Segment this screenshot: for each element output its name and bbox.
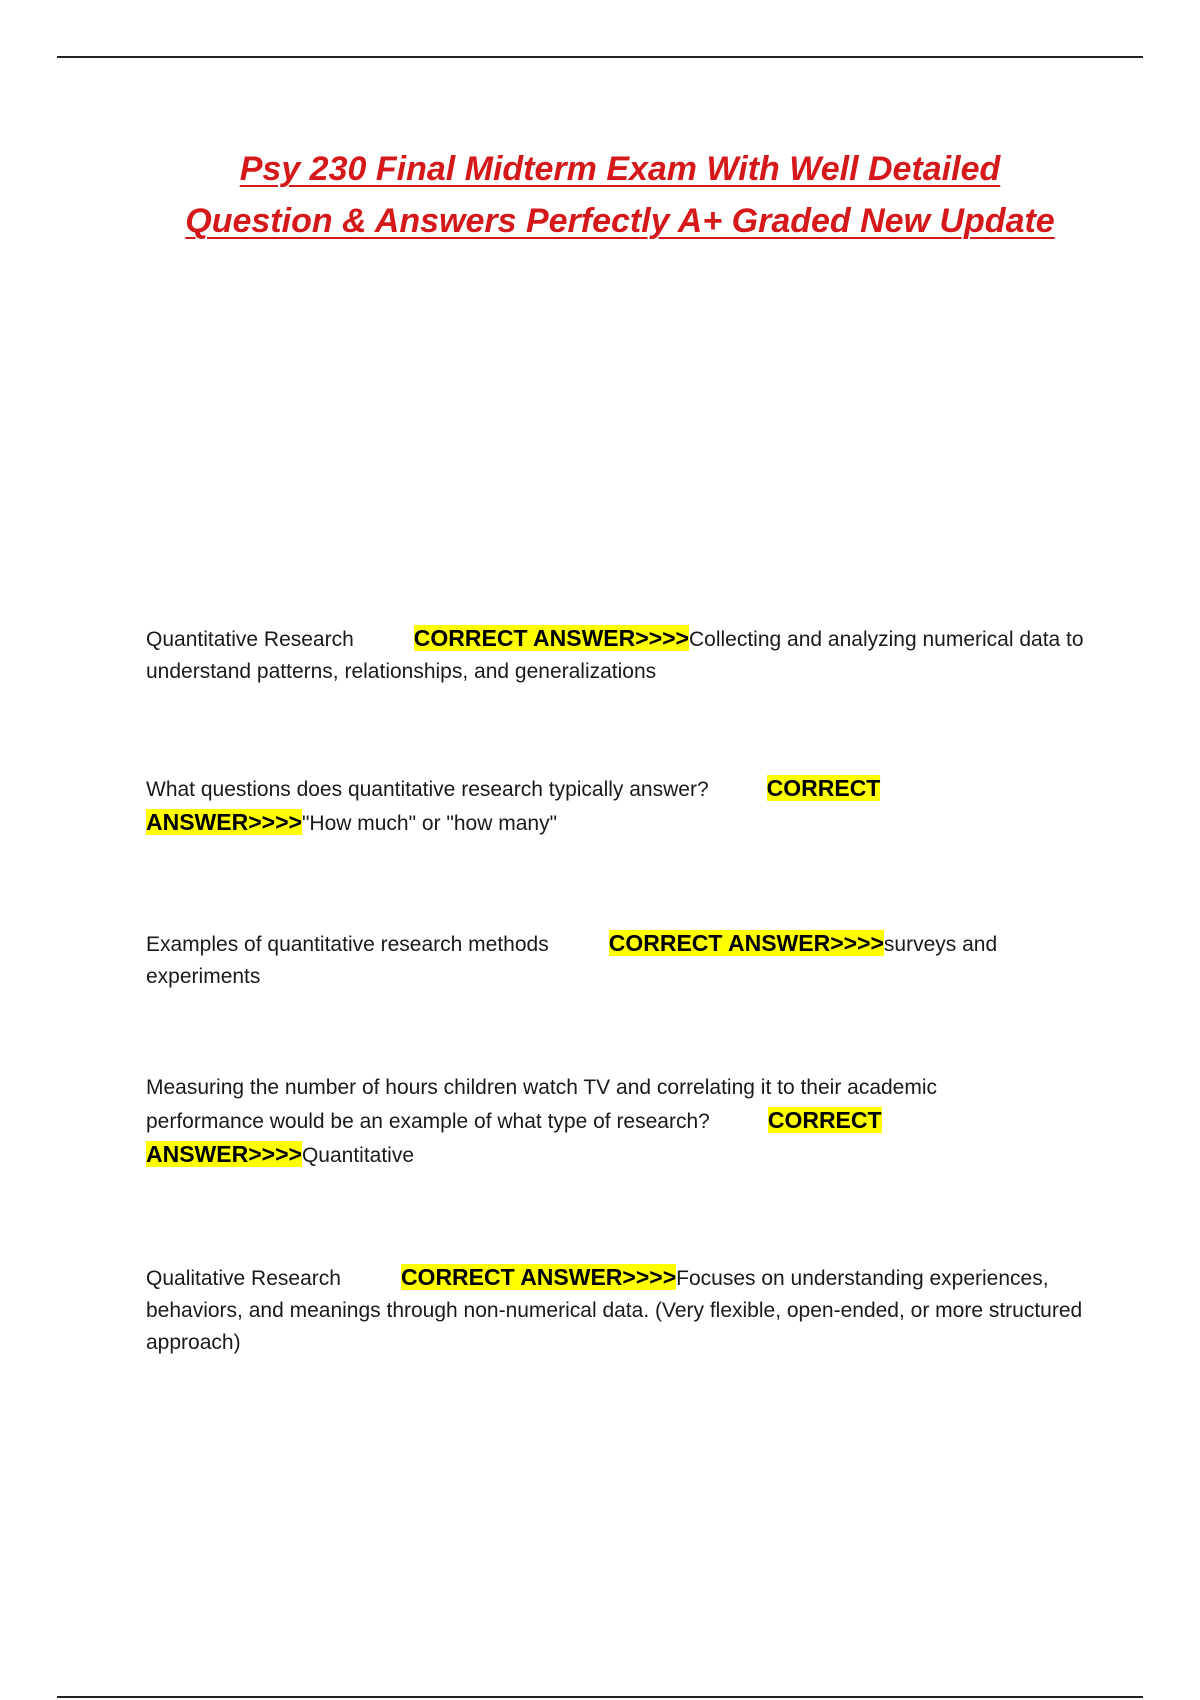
qa-item [146,622,1096,688]
correct-answer-tag-word-2: ANSWER>>>> [146,809,302,835]
question-text: Measuring the number of hours children watch TV and correlating it to their academic performance would be an example of what type of research? [146,1076,938,1133]
correct-answer-tag: CORRECT ANSWER>>>> [608,930,884,956]
correct-answer-tag-word-1: CORRECT [766,775,881,801]
document-title [0,143,1200,247]
question-text: What questions does quantitative research typically answer? [146,778,709,801]
qa-item [146,927,1046,993]
question-text: Qualitative Research [146,1267,341,1290]
question-text: Quantitative Research [146,628,354,651]
qa-item [146,1261,1096,1359]
answer-text: Collecting and analyzing numerical data to understand patterns, relationships, and generalizations [146,628,1084,683]
title-line-1: Psy 230 Final Midterm Exam With Well Detailed [239,150,1001,188]
qa-item [146,1072,1006,1172]
footer-rule [57,1696,1143,1698]
answer-text: Focuses on understanding experiences, behaviors, and meanings through non-numerical data. (Very flexible, open-ended, or more structured approach) [146,1267,1083,1354]
answer-text: "How much" or "how many" [301,812,558,835]
correct-answer-tag: CORRECT ANSWER>>>> [400,1264,677,1290]
qa-item [146,772,906,840]
answer-text: Quantitative [301,1144,415,1167]
question-text: Examples of quantitative research methods [146,933,549,956]
answer-text: surveys and experiments [146,933,998,988]
correct-answer-tag: CORRECT ANSWER>>>> [413,625,689,651]
correct-answer-tag-word-2: ANSWER>>>> [146,1141,302,1167]
header-rule [57,56,1143,58]
correct-answer-tag-word-1: CORRECT [767,1107,882,1133]
title-line-2: Question & Answers Perfectly A+ Graded New Update [185,202,1055,240]
